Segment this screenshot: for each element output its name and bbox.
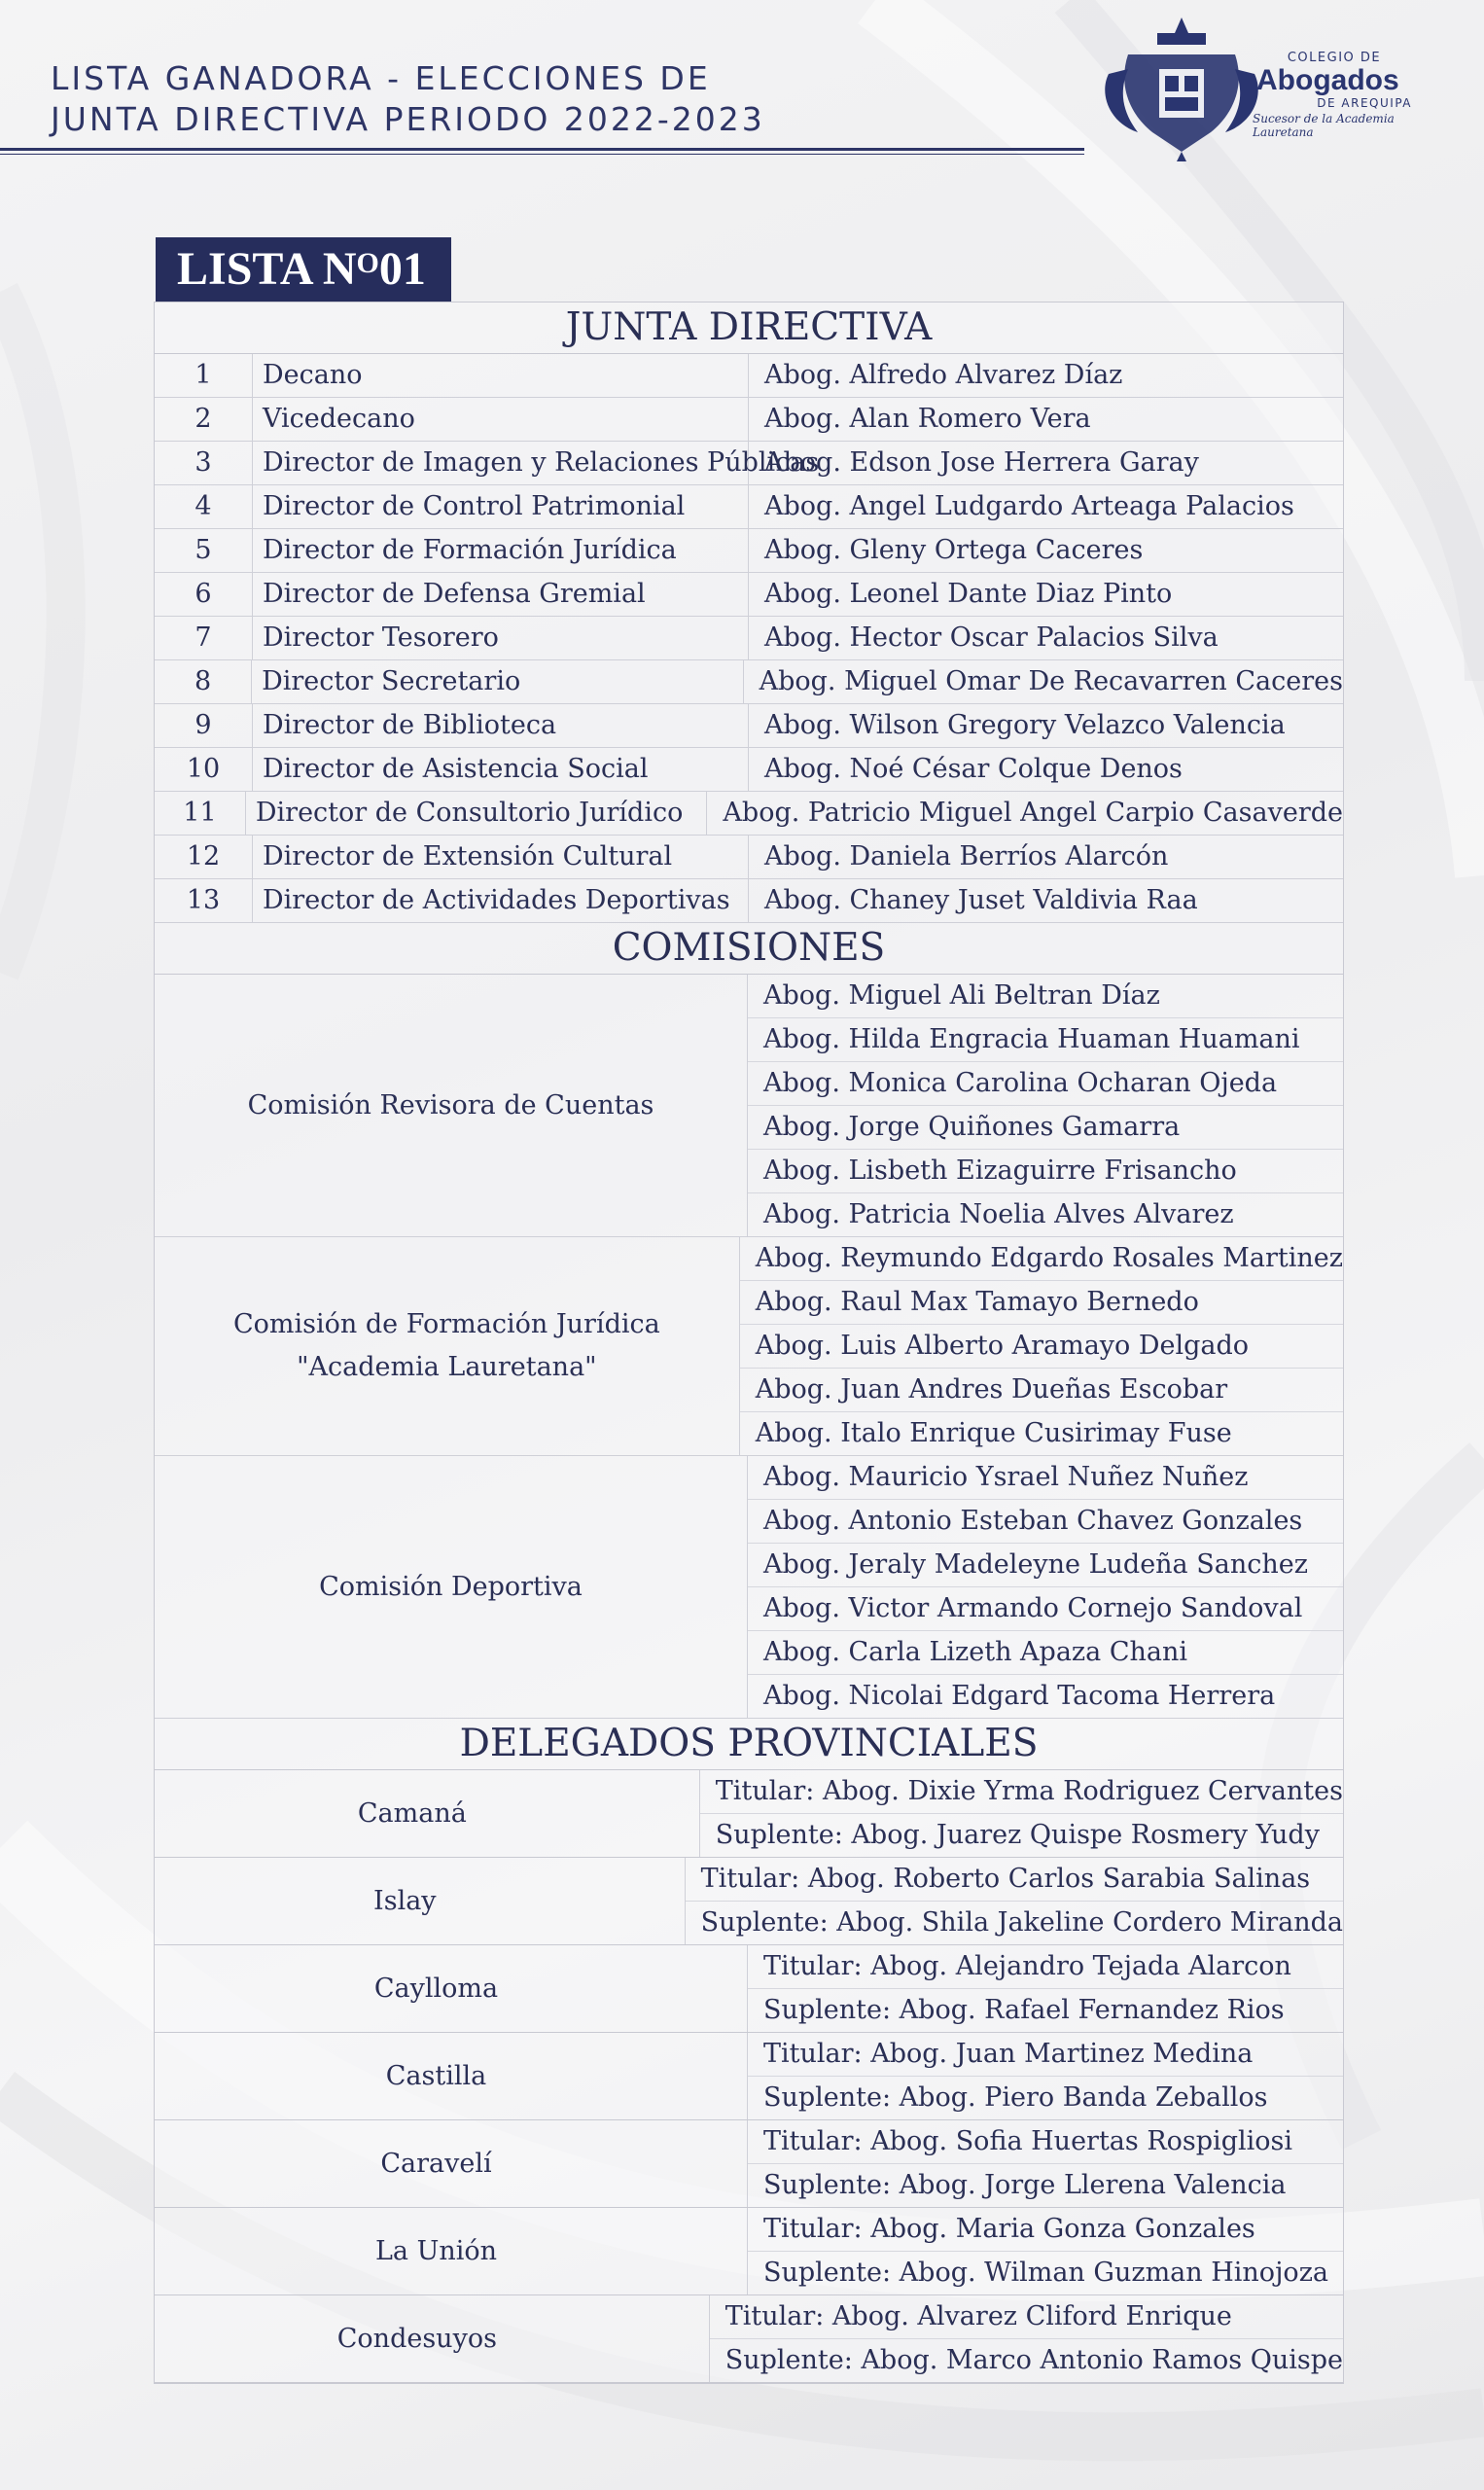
- list-item: Abog. Victor Armando Cornejo Sandoval: [748, 1587, 1343, 1631]
- suplente-item: Suplente: Abog. Marco Antonio Ramos Quispe: [724, 2345, 1343, 2375]
- suplente-item: Suplente: Abog. Piero Banda Zeballos: [763, 2082, 1268, 2113]
- table-row: [155, 836, 1343, 879]
- section-heading-comisiones: COMISIONES: [155, 923, 1343, 975]
- delegate-group: [155, 2208, 1343, 2295]
- row-nombre: Abog. Angel Ludgardo Arteaga Palacios: [764, 491, 1294, 521]
- delegate-members: [748, 1945, 1343, 2032]
- commission-members: [740, 1237, 1343, 1455]
- row-cargo: Director de Biblioteca: [253, 704, 749, 747]
- commission-members: [748, 1456, 1343, 1718]
- list-item: Abog. Reymundo Edgardo Rosales Martinez: [740, 1237, 1343, 1281]
- commission-label-line: Comisión Revisora de Cuentas: [247, 1089, 654, 1120]
- delegate-group: [155, 2295, 1343, 2383]
- delegate-group: [155, 1770, 1343, 1858]
- row-nombre: Abog. Alan Romero Vera: [764, 404, 1091, 434]
- list-item: Abog. Italo Enrique Cusirimay Fuse: [755, 1418, 1232, 1448]
- commission-label: [155, 975, 748, 1236]
- province-label: La Unión: [155, 2208, 748, 2294]
- list-item: Abog. Carla Lizeth Apaza Chani: [748, 1631, 1343, 1675]
- delegate-members: [686, 1858, 1343, 1944]
- badge-sup: O: [356, 247, 379, 279]
- row-cargo: Director de Extensión Cultural: [253, 836, 749, 878]
- logo-motto: Sucesor de la Academia Lauretana: [1253, 112, 1395, 139]
- logo-wordmark: [1253, 51, 1459, 139]
- row-nombre: Abog. Patricio Miguel Angel Carpio Casaverde: [723, 798, 1343, 828]
- list-item: Abog. Monica Carolina Ocharan Ojeda: [748, 1062, 1343, 1106]
- list-item: Abog. Luis Alberto Aramayo Delgado: [740, 1325, 1343, 1369]
- table-row: [155, 398, 1343, 442]
- row-number: 4: [155, 485, 253, 528]
- row-cargo: Director de Actividades Deportivas: [253, 879, 749, 922]
- row-number: 13: [155, 879, 253, 922]
- row-cargo: Director Secretario: [252, 660, 743, 703]
- commission-label-line: Comisión Deportiva: [319, 1571, 583, 1602]
- row-number: 7: [155, 617, 253, 659]
- row-cargo: Director de Imagen y Relaciones Públicas: [253, 442, 749, 484]
- row-cargo: Director de Formación Jurídica: [253, 529, 749, 572]
- list-item: Abog. Raul Max Tamayo Bernedo: [740, 1281, 1343, 1325]
- list-item: Abog. Jorge Quiñones Gamarra: [748, 1106, 1343, 1150]
- commission-group: [155, 1237, 1343, 1456]
- section-heading-delegados: DELEGADOS PROVINCIALES: [155, 1719, 1343, 1770]
- table-row: [155, 792, 1343, 836]
- delegate-group: [155, 2120, 1343, 2208]
- commission-label: [155, 1237, 740, 1455]
- row-cargo: Director de Defensa Gremial: [253, 573, 749, 616]
- list-item: Abog. Juan Andres Dueñas Escobar: [740, 1369, 1343, 1412]
- row-cargo: Director de Asistencia Social: [253, 748, 749, 791]
- row-nombre: Abog. Alfredo Alvarez Díaz: [764, 360, 1123, 390]
- list-item: Abog. Jeraly Madeleyne Ludeña Sanchez: [748, 1544, 1343, 1587]
- row-number: 9: [155, 704, 253, 747]
- delegate-group: [155, 1858, 1343, 1945]
- suplente-item: Suplente: Abog. Shila Jakeline Cordero Miranda: [700, 1907, 1343, 1938]
- commission-label: [155, 1456, 748, 1718]
- college-logo: [1099, 16, 1459, 161]
- table-row: [155, 617, 1343, 660]
- coat-of-arms-icon: [1099, 16, 1264, 161]
- row-cargo: Vicedecano: [253, 398, 749, 441]
- province-label: Castilla: [155, 2033, 748, 2119]
- row-cargo: Director de Consultorio Jurídico: [246, 792, 708, 835]
- delegate-members: [700, 1770, 1343, 1857]
- row-nombre: Abog. Wilson Gregory Velazco Valencia: [764, 710, 1286, 740]
- province-label: Caylloma: [155, 1945, 748, 2032]
- row-number: 12: [155, 836, 253, 878]
- table-row: [155, 748, 1343, 792]
- logo-small-text: COLEGIO DE: [1287, 51, 1382, 65]
- badge-text: LISTA N: [177, 243, 357, 295]
- row-number: 3: [155, 442, 253, 484]
- row-number: 2: [155, 398, 253, 441]
- list-item: Abog. Miguel Ali Beltran Díaz: [748, 975, 1343, 1018]
- row-number: 1: [155, 354, 253, 397]
- list-item: Abog. Lisbeth Eizaguirre Frisancho: [748, 1150, 1343, 1193]
- row-cargo: Director Tesorero: [253, 617, 749, 659]
- suplente-item: Suplente: Abog. Juarez Quispe Rosmery Yudy: [715, 1820, 1320, 1850]
- row-nombre: Abog. Noé César Colque Denos: [764, 754, 1183, 784]
- commission-group: [155, 975, 1343, 1237]
- titular-item: Titular: Abog. Roberto Carlos Sarabia Salinas: [686, 1858, 1343, 1902]
- suplente-item: Suplente: Abog. Wilman Guzman Hinojoza: [763, 2258, 1329, 2288]
- section-heading-junta: JUNTA DIRECTIVA: [155, 302, 1343, 354]
- table-row: [155, 704, 1343, 748]
- suplente-item: Suplente: Abog. Jorge Llerena Valencia: [763, 2170, 1287, 2200]
- header-divider: [0, 148, 1084, 151]
- row-number: 11: [155, 792, 246, 835]
- badge-number: 01: [378, 243, 426, 295]
- table-row: [155, 485, 1343, 529]
- province-label: Caravelí: [155, 2120, 748, 2207]
- commission-label-line: "Academia Lauretana": [297, 1352, 597, 1382]
- title-line-2: JUNTA DIRECTIVA PERIODO 2022-2023: [51, 100, 765, 138]
- page-title: [51, 58, 765, 140]
- delegate-members: [748, 2033, 1343, 2119]
- row-nombre: Abog. Edson Jose Herrera Garay: [764, 447, 1199, 478]
- list-badge: [156, 237, 451, 302]
- logo-big-text: Abogados: [1256, 64, 1399, 96]
- row-cargo: Director de Control Patrimonial: [253, 485, 749, 528]
- table-row: [155, 354, 1343, 398]
- commission-group: [155, 1456, 1343, 1719]
- row-nombre: Abog. Miguel Omar De Recavarren Caceres: [759, 666, 1343, 696]
- results-table: [154, 302, 1344, 2384]
- table-row: [155, 879, 1343, 923]
- table-row: [155, 442, 1343, 485]
- row-nombre: Abog. Daniela Berríos Alarcón: [764, 841, 1169, 872]
- province-label: Condesuyos: [155, 2295, 710, 2382]
- titular-item: Titular: Abog. Sofia Huertas Rospigliosi: [748, 2120, 1343, 2164]
- row-number: 8: [155, 660, 252, 703]
- commission-members: [748, 975, 1343, 1236]
- province-label: Islay: [155, 1858, 686, 1944]
- delegate-members: [748, 2208, 1343, 2294]
- list-item: Abog. Hilda Engracia Huaman Huamani: [748, 1018, 1343, 1062]
- titular-item: Titular: Abog. Juan Martinez Medina: [748, 2033, 1343, 2077]
- list-item: Abog. Mauricio Ysrael Nuñez Nuñez: [748, 1456, 1343, 1500]
- row-cargo: Decano: [253, 354, 749, 397]
- table-row: [155, 660, 1343, 704]
- table-row: [155, 573, 1343, 617]
- list-item: Abog. Patricia Noelia Alves Alvarez: [763, 1199, 1234, 1229]
- table-row: [155, 529, 1343, 573]
- commission-label-line: Comisión de Formación Jurídica: [233, 1309, 660, 1339]
- province-label: Camaná: [155, 1770, 700, 1857]
- titular-item: Titular: Abog. Dixie Yrma Rodriguez Cervantes: [700, 1770, 1343, 1814]
- suplente-item: Suplente: Abog. Rafael Fernandez Rios: [763, 1995, 1285, 2025]
- row-number: 6: [155, 573, 253, 616]
- delegate-members: [710, 2295, 1343, 2382]
- title-line-1: LISTA GANADORA - ELECCIONES DE: [51, 59, 711, 97]
- row-number: 10: [155, 748, 253, 791]
- row-nombre: Abog. Hector Oscar Palacios Silva: [764, 622, 1219, 653]
- row-number: 5: [155, 529, 253, 572]
- list-item: Abog. Antonio Esteban Chavez Gonzales: [748, 1500, 1343, 1544]
- delegate-group: [155, 1945, 1343, 2033]
- header-divider-thin: [0, 154, 1084, 155]
- row-nombre: Abog. Leonel Dante Diaz Pinto: [764, 579, 1173, 609]
- titular-item: Titular: Abog. Alejandro Tejada Alarcon: [748, 1945, 1343, 1989]
- delegate-members: [748, 2120, 1343, 2207]
- list-item: Abog. Nicolai Edgard Tacoma Herrera: [763, 1681, 1276, 1711]
- row-nombre: Abog. Chaney Juset Valdivia Raa: [764, 885, 1198, 915]
- delegate-group: [155, 2033, 1343, 2120]
- logo-sub-text: DE AREQUIPA: [1317, 96, 1412, 110]
- titular-item: Titular: Abog. Maria Gonza Gonzales: [748, 2208, 1343, 2252]
- row-nombre: Abog. Gleny Ortega Caceres: [764, 535, 1144, 565]
- titular-item: Titular: Abog. Alvarez Cliford Enrique: [710, 2295, 1343, 2339]
